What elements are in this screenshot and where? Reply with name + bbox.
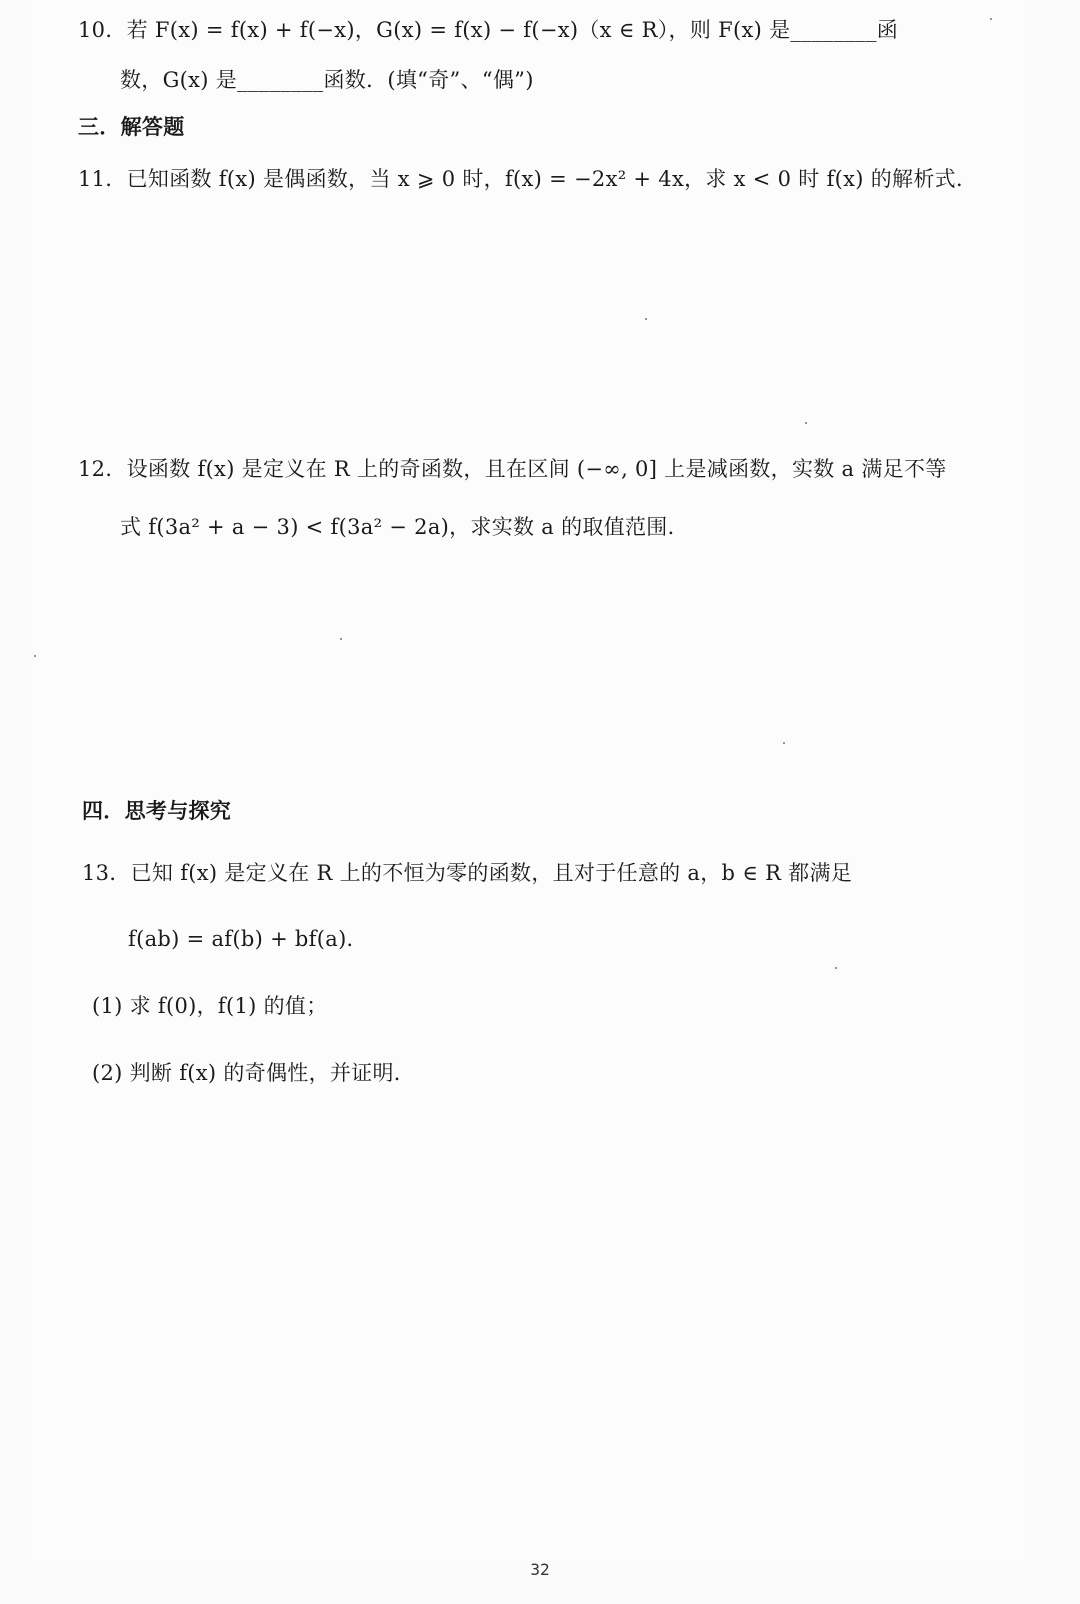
question-13-part-1: (1) 求 f(0)，f(1) 的值；: [92, 994, 328, 1018]
question-10-line-2: 数，G(x) 是________函数．(填“奇”、“偶”): [120, 68, 534, 92]
scan-speck: [783, 742, 785, 744]
scan-speck: [645, 318, 647, 320]
question-13-line-1: 13．已知 f(x) 是定义在 R 上的不恒为零的函数，且对于任意的 a，b ∈ R 都满足: [82, 861, 853, 885]
scan-speck: [805, 422, 807, 424]
section-heading-3: 三．解答题: [78, 114, 185, 139]
question-12-line-1: 12．设函数 f(x) 是定义在 R 上的奇函数，且在区间 (−∞, 0] 上是减函数，实数 a 满足不等: [78, 457, 947, 481]
scan-speck: [835, 967, 837, 969]
paper-sheet: [28, 0, 1028, 1560]
scan-speck: [340, 638, 342, 640]
question-13-line-2: f(ab) = af(b) + bf(a)．: [128, 927, 368, 951]
question-12-line-2: 式 f(3a² + a − 3) < f(3a² − 2a)，求实数 a 的取值范围．: [120, 515, 689, 539]
question-10-line-1: 10．若 F(x) = f(x) + f(−x)，G(x) = f(x) − f(−x)（x ∈ R），则 F(x) 是________函: [78, 18, 899, 42]
page-number: 32: [530, 1560, 550, 1579]
scan-speck: [34, 655, 36, 657]
scan-speck: [990, 18, 992, 20]
section-heading-4: 四．思考与探究: [82, 798, 232, 823]
question-11: 11．已知函数 f(x) 是偶函数，当 x ⩾ 0 时，f(x) = −2x² + 4x，求 x < 0 时 f(x) 的解析式．: [78, 167, 978, 191]
question-13-part-2: (2) 判断 f(x) 的奇偶性，并证明．: [92, 1061, 416, 1085]
